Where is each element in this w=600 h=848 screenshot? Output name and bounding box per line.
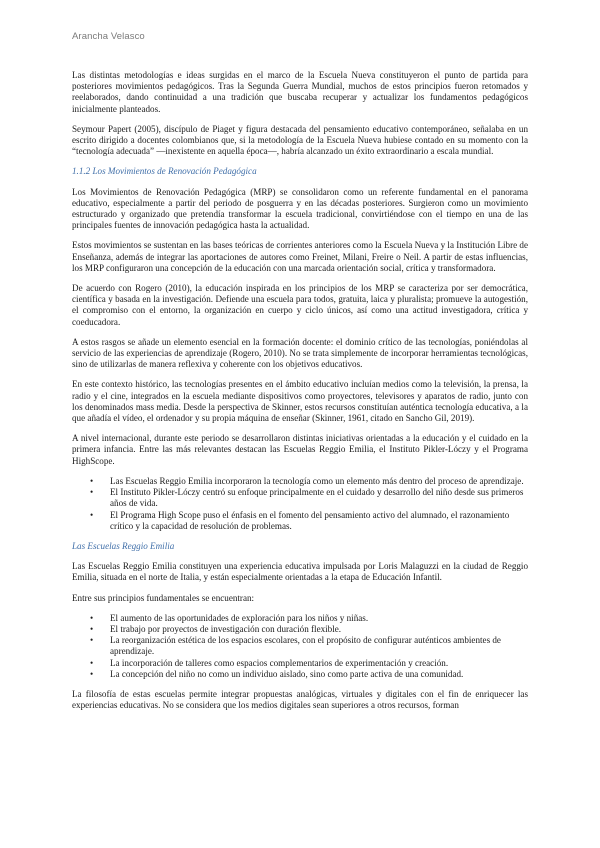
list-item-text: El Programa High Scope puso el énfasis en el fomento del pensamiento activo del alumnado, el razonamiento crítico y la capacidad de resolución de problemas. [110, 509, 510, 531]
list-item [72, 624, 528, 635]
page-header-author: Arancha Velasco [72, 31, 145, 42]
paragraph: De acuerdo con Rogero (2010), la educación inspirada en los principios de los MRP se caracteriza por ser democrática, científica y basada en la investigación. Defiende una escuela para todos, gratuita, laica y pluralista; promueve la autogestión, el compromiso con el entorno, la organización en cuerpo y ciclo únicos, así como una actitud investigadora, crítica y coeducadora. [72, 283, 528, 327]
paragraph: Las Escuelas Reggio Emilia constituyen una experiencia educativa impulsada por Loris Malaguzzi en la ciudad de Reggio Emilia, situada en el norte de Italia, y están especialmente orientadas a la etapa de Educación Infantil. [72, 561, 528, 583]
bullet-list [72, 613, 528, 680]
section-heading: Las Escuelas Reggio Emilia [72, 540, 175, 551]
paragraph: A estos rasgos se añade un elemento esencial en la formación docente: el dominio crítico de las tecnologías, poniéndolas al servicio de las experiencias de aprendizaje (Rogero, 2010). No se trata simplemente de incorporar herramientas tecnológicas, sino de utilizarlas de manera reflexiva y coherente con los objetivos educativos. [72, 336, 528, 370]
section-heading: 1.1.2 Los Movimientos de Renovación Pedagógica [72, 166, 257, 177]
paragraph: La filosofía de estas escuelas permite integrar propuestas analógicas, virtuales y digitales con el fin de enriquecer las experiencias educativas. No se considera que los medios digitales sean superiores a otros recursos, forman [72, 688, 528, 711]
paragraph: Las distintas metodologías e ideas surgidas en el marco de la Escuela Nueva constituyeron el punto de partida para posteriores movimientos pedagógicos. Tras la Segunda Guerra Mundial, muchos de estos principios fueron retomados y reelaborados, dando continuidad a una tradición que buscaba recuperar y actualizar los fundamentos pedagógicos inicialmente planteados. [72, 70, 528, 114]
list-item [72, 476, 528, 487]
list-item [72, 613, 528, 624]
bullet-icon: • [90, 657, 94, 668]
bullet-icon: • [90, 487, 94, 498]
paragraph: En este contexto histórico, las tecnologías presentes en el ámbito educativo incluían medios como la televisión, la prensa, la radio y el cine, integrados en la escuela mediante dispositivos como proyectores, televisores y aparatos de radio, junto con los denominados mass media. Desde la perspectiva de Skinner, estos recursos constituían auténtica tecnología educativa, a la que añadía el vídeo, el ordenador y su propia máquina de enseñar (Skinner, 1961, citado en Sancho Gil, 2019). [72, 379, 528, 424]
paragraph: A nivel internacional, durante este periodo se desarrollaron distintas iniciativas orientadas a la educación y el cuidado en la primera infancia. Entre las más relevantes destacan las Escuelas Reggio Emilia, el Instituto Pikler-Lóczy y el Programa HighScope. [72, 433, 528, 466]
list-item [72, 635, 528, 657]
bullet-icon: • [90, 475, 94, 486]
bullet-list [72, 476, 528, 532]
paragraph: Los Movimientos de Renovación Pedagógica (MRP) se consolidaron como un referente fundamental en el panorama educativo, especialmente a partir del periodo de posguerra y en las décadas posteriores. Surgieron como un movimiento estructurado y organizado que pretendía transformar la escuela tradicional, convirtiéndose con el tiempo en una de las principales fuentes de innovación pedagógica hasta la actualidad. [72, 186, 528, 231]
list-item-text: El aumento de las oportunidades de exploración para los niños y niñas. [110, 612, 369, 623]
list-item-text: El trabajo por proyectos de investigación con duración flexible. [110, 623, 342, 634]
bullet-icon: • [90, 623, 94, 634]
bullet-icon: • [90, 612, 94, 623]
paragraph: Entre sus principios fundamentales se encuentran: [72, 592, 255, 603]
bullet-icon: • [90, 635, 94, 646]
list-item [72, 487, 528, 509]
list-item [72, 510, 528, 532]
paragraph: Seymour Papert (2005), discípulo de Piaget y figura destacada del pensamiento educativo contemporáneo, señalaba en un escrito dirigido a docentes colombianos que, si la metodología de la Escuela Nueva hubiese contado en su momento con la “tecnología adecuada” —inexistente en aquella época—, habría alcanzado un éxito extraordinario a escala mundial. [72, 123, 528, 157]
list-item-text: La concepción del niño no como un individuo aislado, sino como parte activa de una comunidad. [110, 668, 464, 679]
list-item-text: Las Escuelas Reggio Emilia incorporaron la tecnología como un elemento más dentro del proceso de aprendizaje. [110, 475, 524, 486]
paragraph: Estos movimientos se sustentan en las bases teóricas de corrientes anteriores como la Escuela Nueva y la Institución Libre de Enseñanza, además de integrar las aportaciones de autores como Freinet, Milani, Freire o Neil. A partir de estas influencias, los MRP configuraron una concepción de la educación con una marcada orientación social, crítica y transformadora. [72, 240, 528, 273]
bullet-icon: • [90, 668, 94, 679]
list-item-text: La incorporación de talleres como espacios complementarios de experimentación y creación. [110, 657, 449, 668]
bullet-icon: • [90, 509, 94, 520]
list-item [72, 669, 528, 680]
list-item-text: El Instituto Pikler-Lóczy centró su enfoque principalmente en el cuidado y desarrollo del niño desde sus primeros años de vida. [110, 487, 524, 509]
list-item-text: La reorganización estética de los espacios escolares, con el propósito de configurar auténticos ambientes de aprendizaje. [110, 635, 501, 657]
document-body [72, 70, 528, 720]
list-item [72, 658, 528, 669]
